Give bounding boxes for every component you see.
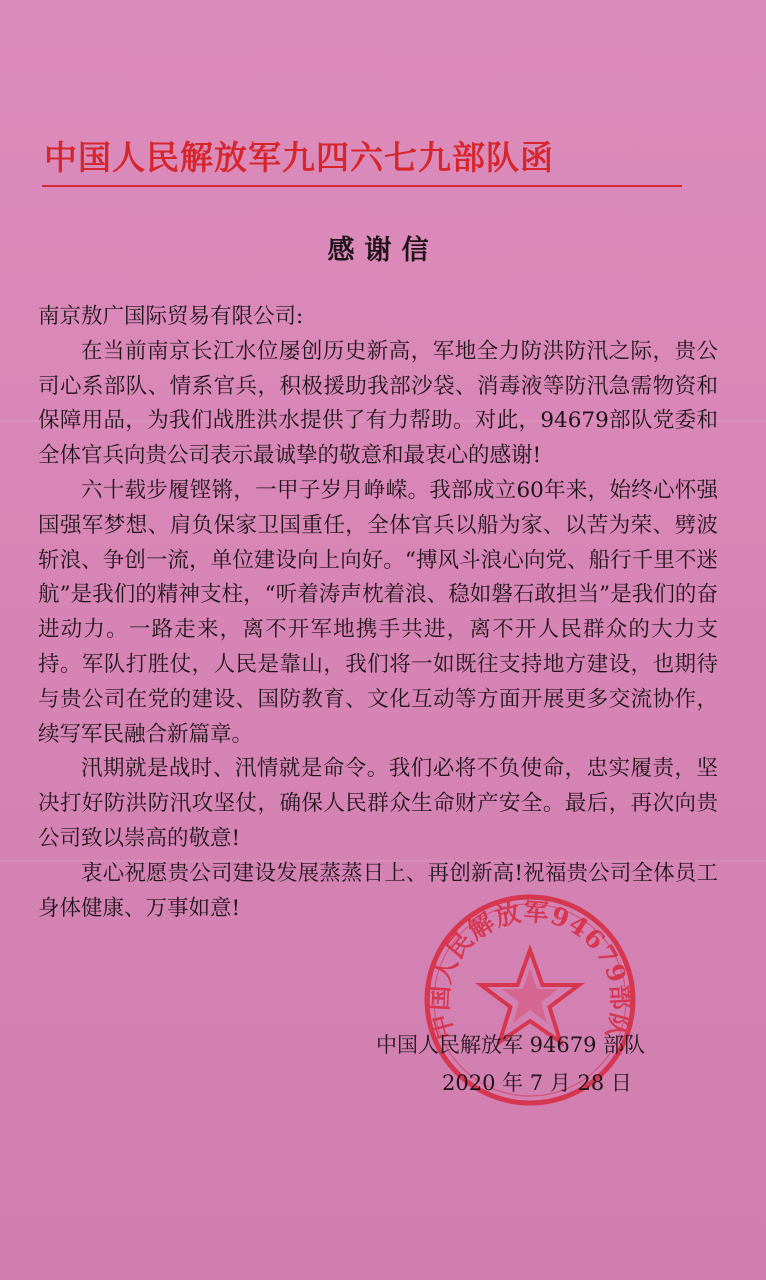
paragraph-1: 在当前南京长江水位屡创历史新高，军地全力防洪防汛之际，贵公司心系部队、情系官兵，积极援助我部沙袋、消毒液等防汛急需物资和保障用品，为我们战胜洪水提供了有力帮助。对此，94679部队党委和全体官兵向贵公司表示最诚挚的敬意和最衷心的感谢! [38,338,718,469]
paragraph-4: 衷心祝愿贵公司建设发展蒸蒸日上、再创新高!祝福贵公司全体员工身体健康、万事如意! [38,860,718,921]
letter-body [38,300,718,926]
paragraph-2: 六十载步履铿锵，一甲子岁月峥嵘。我部成立60年来，始终心怀强国强军梦想、肩负保家卫国重任，全体官兵以船为家、以苦为荣、劈波斩浪、争创一流，单位建设向上向好。“搏风斗浪心向党、船行千里不迷航”是我们的精神支柱，“听着涛声枕着浪、稳如磐石敢担当”是我们的奋进动力。一路走来，离不开军地携手共进，离不开人民群众的大力支持。军队打胜仗，人民是靠山，我们将一如既往支持地方建设，也期待与贵公司在党的建设、国防教育、文化互动等方面开展更多交流协作，续写军民融合新篇章。 [38,477,718,747]
seal-star-fill [502,968,558,1023]
signature-unit: 中国人民解放军 94679 部队 [376,1033,646,1057]
seal-text: 中国人民解放军94679部队 [424,897,636,1043]
salutation: 南京敖广国际贸易有限公司: [38,304,304,329]
letter-heading: 感谢信 [327,235,439,266]
letterhead-rule [42,185,682,187]
letterhead-title: 中国人民解放军九四六七九部队函 [44,138,554,177]
paragraph-3: 汛期就是战时、汛情就是命令。我们必将不负使命，忠实履责，坚决打好防洪防汛攻坚仗，确保人民群众生命财产安全。最后，再次向贵公司致以崇高的敬意! [38,756,718,851]
signature-date: 2020 年 7 月 28 日 [442,1071,632,1095]
signature-block [376,1026,696,1102]
